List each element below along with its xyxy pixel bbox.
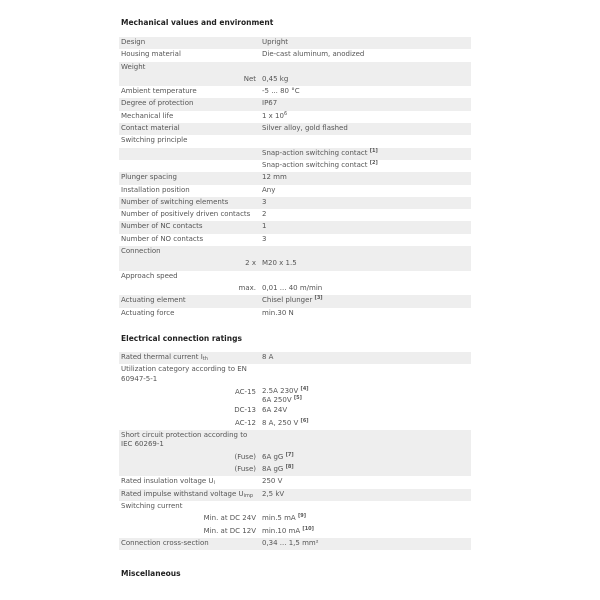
- row-value: 1 x $10^6$: [262, 110, 288, 120]
- row-value: 3: [259, 197, 471, 209]
- row-label: Rated insulation voltage $U_i$: [121, 477, 215, 487]
- row-label: Weight: [119, 62, 259, 74]
- row-value: Chisel plunger [3]: [259, 295, 471, 307]
- footnote-ref: [1]: [369, 147, 378, 154]
- row-label: Housing material: [121, 50, 181, 59]
- footnote-ref: [5]: [293, 394, 302, 401]
- row-label: Connection: [119, 246, 259, 258]
- row-value: 250 V: [262, 477, 283, 486]
- row-label: Rated impulse withstand voltage $U_{imp}$: [119, 489, 259, 501]
- row-label: Mechanical life: [121, 111, 174, 120]
- row-label: Switching principle: [121, 136, 188, 145]
- row-value: 3: [262, 234, 267, 243]
- row-sublabel: Min. at DC 24V: [203, 514, 256, 523]
- row-label: Contact material: [119, 123, 259, 135]
- table-row: [119, 123, 471, 135]
- row-value: 0,01 ... 40 m/min: [262, 283, 323, 292]
- table-row: [119, 49, 471, 61]
- row-label: Approach speed: [121, 271, 178, 280]
- table-row: [119, 185, 471, 197]
- footnote-ref: [6]: [300, 417, 309, 424]
- row-label: Utilization category according to EN 60947-5-1: [121, 365, 247, 383]
- row-value: 6A 24V: [262, 406, 288, 415]
- row-sublabel: Min. at DC 12V: [203, 526, 256, 535]
- row-label: Number of NC contacts: [119, 221, 259, 233]
- row-value: min.30 N: [262, 308, 294, 317]
- table-row: [119, 352, 471, 364]
- table-row: [119, 160, 471, 172]
- table-row: [119, 209, 471, 221]
- footnote-ref: [7]: [285, 451, 294, 458]
- row-sublabel: max.: [238, 283, 256, 292]
- row-value: 8A gG [8]: [259, 464, 471, 476]
- table-row: [119, 452, 471, 464]
- table-row: [119, 221, 471, 233]
- table-row: [119, 37, 471, 49]
- row-value: 6A gG [7]: [259, 452, 471, 464]
- row-label: Degree of protection: [119, 98, 259, 110]
- table-row: [119, 74, 471, 86]
- table-row: [119, 246, 471, 258]
- table-row: [119, 148, 471, 160]
- row-label: Short circuit protection according to IEC 60269-1: [119, 430, 259, 452]
- row-label: Connection cross-section: [119, 538, 259, 550]
- row-label: Installation position: [121, 185, 190, 194]
- table-row: [119, 62, 471, 74]
- table-row: [119, 405, 471, 417]
- exponent: 6: [283, 110, 288, 117]
- table-row: [119, 489, 471, 501]
- row-value: -5 ... 80 °C: [262, 87, 300, 96]
- row-value: 2.5A 230V [4] 6A 250V [5]: [262, 386, 309, 404]
- row-value: Die-cast aluminum, anodized: [262, 50, 365, 59]
- footnote-ref: [3]: [314, 295, 323, 302]
- row-value: 2,5 kV: [259, 489, 471, 501]
- table-row: [119, 98, 471, 110]
- row-label: Switching current: [121, 502, 183, 511]
- row-value: Upright: [259, 37, 471, 49]
- row-value: 8 A, 250 V [6]: [262, 417, 309, 427]
- mechanical-values-table: [119, 37, 471, 320]
- section-heading-miscellaneous: Miscellaneous: [121, 569, 181, 578]
- row-value: Silver alloy, gold flashed: [259, 123, 471, 135]
- row-value: 1: [259, 221, 471, 233]
- row-value: 8 A: [259, 352, 471, 364]
- row-value: Snap-action switching contact [1]: [259, 148, 471, 160]
- table-row: [119, 283, 471, 295]
- section-heading-mechanical: Mechanical values and environment: [121, 18, 274, 27]
- row-label: Number of NO contacts: [121, 234, 204, 243]
- table-row: [119, 172, 471, 184]
- row-label: Number of positively driven contacts: [121, 210, 251, 219]
- footnote-ref: [10]: [302, 525, 314, 532]
- table-row: [119, 295, 471, 307]
- row-label: Ambient temperature: [121, 87, 197, 96]
- table-row: [119, 418, 471, 430]
- table-row: [119, 538, 471, 550]
- row-value: Snap-action switching contact [2]: [262, 159, 378, 169]
- table-row: [119, 86, 471, 98]
- table-row: [119, 111, 471, 123]
- table-row: [119, 234, 471, 246]
- table-row: [119, 197, 471, 209]
- row-label: Design: [119, 37, 259, 49]
- table-row: [119, 526, 471, 538]
- row-value: IP67: [259, 98, 471, 110]
- row-sublabel: (Fuse): [119, 464, 259, 476]
- section-heading-electrical: Electrical connection ratings: [121, 334, 242, 343]
- row-sublabel: (Fuse): [119, 452, 259, 464]
- row-value: min.5 mA [9]: [262, 513, 307, 523]
- table-row: [119, 258, 471, 270]
- footnote-ref: [9]: [297, 513, 307, 520]
- table-row: [119, 135, 471, 147]
- table-row: [119, 513, 471, 525]
- footnote-ref: [4]: [300, 386, 309, 393]
- row-value: min.10 mA [10]: [262, 525, 314, 535]
- table-row: [119, 364, 471, 386]
- table-row: [119, 430, 471, 452]
- footnote-ref: [8]: [285, 464, 294, 471]
- row-label: Number of switching elements: [119, 197, 259, 209]
- row-label: Rated thermal current $I_{th}$: [119, 352, 259, 364]
- row-sublabel: 2 x: [119, 258, 259, 270]
- table-row: [119, 271, 471, 283]
- row-value: 0,34 ... 1,5 mm²: [259, 538, 471, 550]
- electrical-ratings-table: [119, 352, 471, 550]
- row-value: 0,45 kg: [259, 74, 471, 86]
- row-label: Actuating force: [121, 308, 175, 317]
- row-value: M20 x 1.5: [259, 258, 471, 270]
- row-value: 2: [262, 210, 267, 219]
- table-row: [119, 464, 471, 476]
- row-sublabel: AC-15: [235, 388, 256, 397]
- row-label: Plunger spacing: [119, 172, 259, 184]
- table-row: [119, 501, 471, 513]
- row-sublabel: DC-13: [234, 406, 256, 415]
- row-value: 12 mm: [259, 172, 471, 184]
- row-label: Actuating element: [119, 295, 259, 307]
- row-value: Any: [262, 185, 276, 194]
- table-row: [119, 308, 471, 320]
- footnote-ref: [2]: [369, 159, 378, 166]
- table-row: [119, 386, 471, 405]
- row-sublabel: Net: [119, 74, 259, 86]
- table-row: [119, 476, 471, 488]
- row-sublabel: AC-12: [235, 418, 256, 427]
